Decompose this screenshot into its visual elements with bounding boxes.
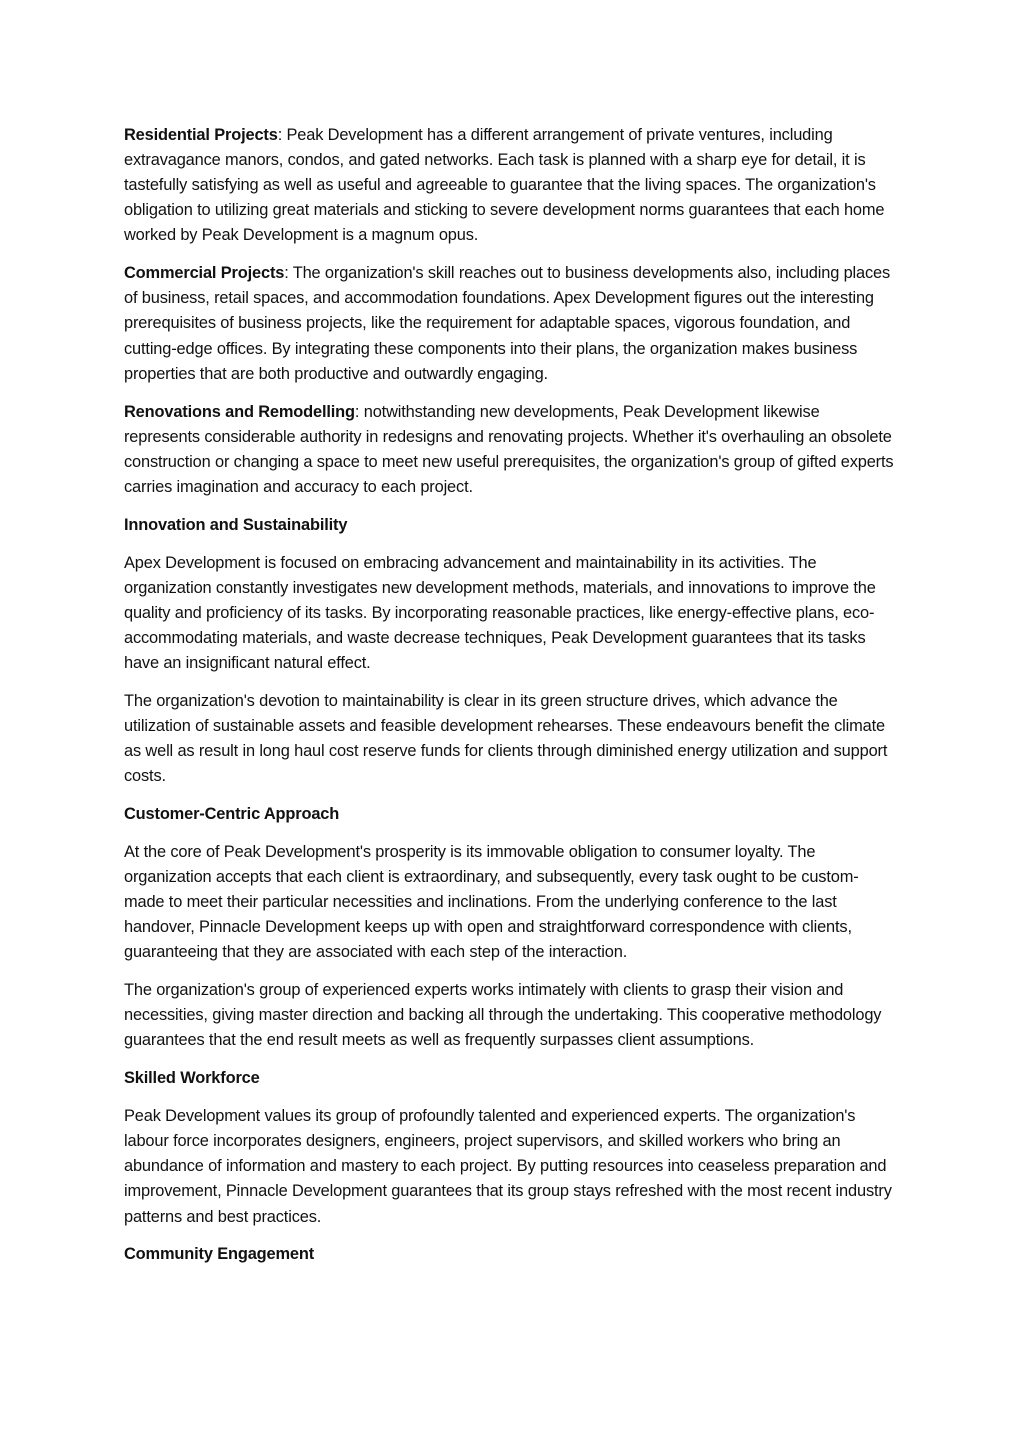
renovations-text: : notwithstanding new developments, Peak Development likewise represents considerable authority in redesigns and renovating projects. Whether it's overhauling an obsolete construction or changing a space to meet new useful prerequisites, the organization's group of gifted experts carries imagination and accuracy to each project. [124, 402, 894, 496]
workforce-paragraph-1: Peak Development values its group of profoundly talented and experienced experts. The organization's labour force incorporates designers, engineers, project supervisors, and skilled workers who bring an abundance of information and mastery to each project. By putting resources into ceaseless preparation and improvement, Pinnacle Development guarantees that its group stays refreshed with the most recent industry patterns and best practices. [124, 1107, 892, 1226]
renovations-title: Renovations and Remodelling [124, 402, 355, 421]
residential-paragraph [124, 123, 896, 248]
commercial-title: Commercial Projects [124, 264, 285, 283]
workforce-heading: Skilled Workforce [124, 1069, 260, 1088]
customer-heading: Customer-Centric Approach [124, 805, 340, 824]
innovation-paragraph-2: The organization's devotion to maintainability is clear in its green structure drives, which advance the utilization of sustainable assets and feasible development rehearses. These endeavours benefit the climate as well as result in long haul cost reserve funds for clients through diminished energy utilization and support costs. [124, 691, 888, 786]
customer-paragraph-1: At the core of Peak Development's prosperity is its immovable obligation to consumer loyalty. The organization accepts that each client is extraordinary, and subsequently, every task ought to be custom-made to meet their particular necessities and inclinations. From the underlying conference to the last handover, Pinnacle Development keeps up with open and straightforward correspondence with clients, guaranteeing that they are associated with each step of the interaction. [124, 842, 859, 962]
residential-title: Residential Projects [124, 126, 278, 144]
renovations-paragraph [124, 400, 896, 500]
document-body [124, 123, 896, 1280]
innovation-heading: Innovation and Sustainability [124, 515, 348, 534]
innovation-paragraph-1: Apex Development is focused on embracing advancement and maintainability in its activities. The organization constantly investigates new development methods, materials, and innovations to improve the quality and proficiency of its tasks. By incorporating reasonable practices, like energy-effective plans, eco-accommodating materials, and waste decrease techniques, Peak Development guarantees that its tasks have an insignificant natural effect. [124, 553, 876, 672]
residential-text: : Peak Development has a different arrangement of private ventures, including extravagance manors, condos, and gated networks. Each task is planned with a sharp eye for detail, it is tastefully satisfying as well as useful and agreeable to guarantee that the living spaces. The organization's obligation to utilizing great materials and sticking to severe development norms guarantees that each home worked by Peak Development is a magnum opus. [124, 126, 885, 245]
commercial-paragraph [124, 261, 896, 386]
customer-paragraph-2: The organization's group of experienced experts works intimately with clients to grasp their vision and necessities, giving master direction and backing all through the undertaking. This cooperative methodology guarantees that the end result meets as well as frequently surpasses client assumptions. [124, 981, 882, 1050]
commercial-text: : The organization's skill reaches out to business developments also, including places of business, retail spaces, and accommodation foundations. Apex Development figures out the interesting prerequisites of business projects, like the requirement for adaptable spaces, vigorous foundation, and cutting-edge offices. By integrating these components into their plans, the organization makes business properties that are both productive and outwardly engaging. [124, 264, 891, 383]
community-heading: Community Engagement [124, 1245, 315, 1264]
